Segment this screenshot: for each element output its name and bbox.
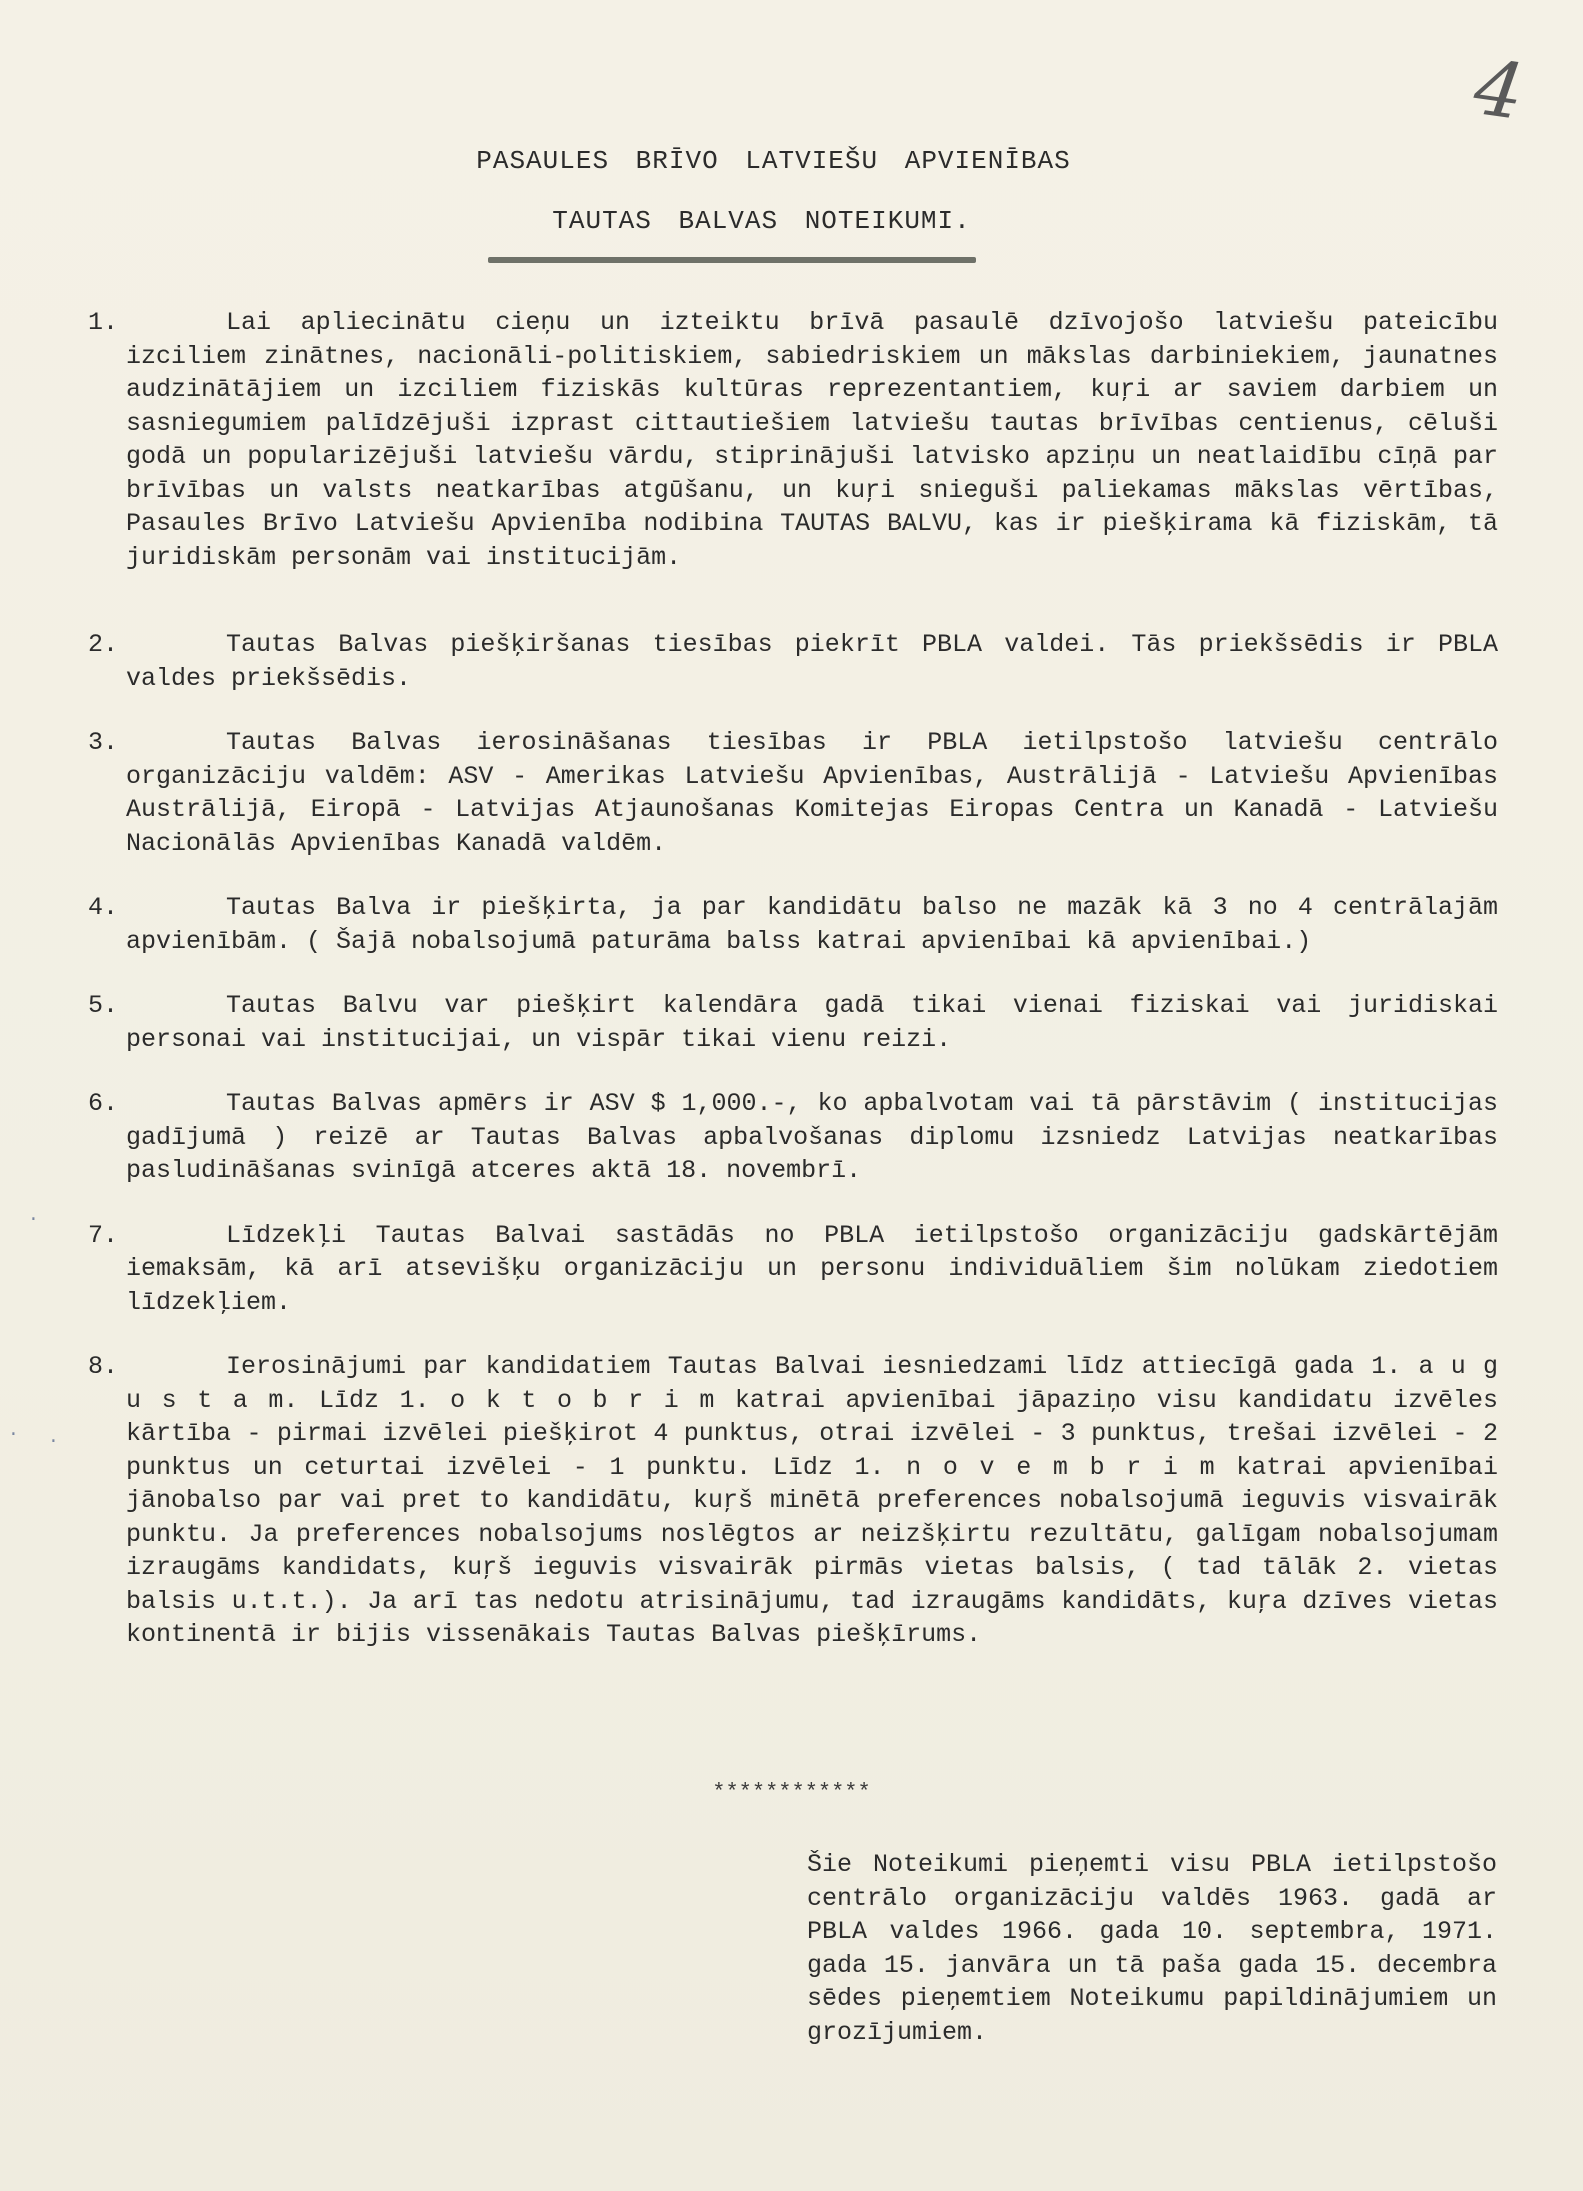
rule-text: Tautas Balvas apmērs ir ASV $ 1,000.-, ko apbalvotam vai tā pārstāvim ( institucijas gadījumā ) reizē ar Tautas Balvas apbalvošanas diplomu izsniedz Latvijas neatkarības pasludināšanas svinīgā atceres aktā 18. novembrī. — [126, 1089, 1498, 1185]
rule-item-8 — [88, 1350, 1498, 1652]
rule-number: 5. — [88, 991, 119, 1020]
rule-number: 2. — [88, 630, 119, 659]
rule-item-3 — [88, 726, 1498, 860]
rule-item-1 — [88, 306, 1498, 574]
rule-text: Tautas Balvu var piešķirt kalendāra gadā tikai vienai fiziskai vai juridiskai personai vai institucijai, un vispār tikai vienu reizi. — [126, 991, 1498, 1054]
rule-number: 6. — [88, 1089, 119, 1118]
rule-item-6 — [88, 1087, 1498, 1188]
rule-item-5 — [88, 989, 1498, 1056]
rule-text: Tautas Balva ir piešķirta, ja par kandidātu balso ne mazāk kā 3 no 4 centrālajām apvienībām. ( Šajā nobalsojumā paturāma balss katrai apvienībai kā apvienībai.) — [126, 893, 1498, 956]
rule-text: Ierosinājumi par kandidatiem Tautas Balvai iesniedzami līdz attiecīgā gada 1. a u g u s t a m. Līdz 1. o k t o b r i m katrai apvienībai jāpaziņo visu kandidatu izvēles kārtība - pirmai izvēlei piešķirot 4 punktus, otrai izvēlei - 3 punktus, trešai izvēlei - 2 punktus un ceturtai izvēlei - 1 punktu. Līdz 1. n o v e m b r i m katrai apvienībai jānobalso par vai pret to kandidātu, kuŗš minētā preferences nobalsojumā ieguvis visvairāk punktu. Ja preferences nobalsojums noslēgtos ar neizšķirtu rezultātu, galīgam nobalsojumam izraugāms kandidats, kuŗš ieguvis visvairāk pirmās vietas balsis, ( tad tālāk 2. vietas balsis u.t.t.). Ja arī tas nedotu atrisinājumu, tad izraugāms kandidāts, kuŗa dzīves vietas kontinentā ir bijis vissenākais Tautas Balvas piešķīrums. — [126, 1352, 1498, 1649]
adoption-note: Šie Noteikumi pieņemti visu PBLA ietilpstošo centrālo organizāciju valdēs 1963. gadā ar PBLA valdes 1966. gada 10. septembra, 1971. gada 15. janvāra un tā paša gada 15. decembra sēdes pieņemtiem Noteikumu papildinājumiem un grozījumiem. — [807, 1850, 1497, 2047]
paper-speck: · — [8, 1425, 19, 1445]
rules-list — [88, 306, 1498, 1683]
paper-speck: · — [48, 1432, 59, 1452]
document-title-line2: TAUTAS BALVAS NOTEIKUMI. — [552, 206, 971, 236]
title-underline — [488, 257, 976, 263]
handwritten-page-number: 4 — [1469, 42, 1530, 137]
rule-text: Tautas Balvas piešķiršanas tiesības piekrīt PBLA valdei. Tās priekšsēdis ir PBLA valdes priekšsēdis. — [126, 630, 1498, 693]
rule-item-7 — [88, 1219, 1498, 1320]
rule-text: Lai apliecinātu cieņu un izteiktu brīvā pasaulē dzīvojošo latviešu pateicību izciliem zinātnes, nacionāli-politiskiem, sabiedriskiem un mākslas darbiniekiem, jaunatnes audzinātājiem un izciliem fiziskās kultūras reprezentantiem, kuŗi ar saviem darbiem un sasniegumiem palīdzējuši izprast cittautiešiem latviešu tautas brīvības centienus, cēluši godā un popularizējuši latviešu vārdu, stiprinājuši latvisko apziņu un neatlaidību cīņā par brīvības un valsts neatkarības atgūšanu, un kuŗi snieguši paliekamas mākslas vērtības, Pasaules Brīvo Latviešu Apvienība nodibina TAUTAS BALVU, kas ir piešķirama kā fiziskām, tā juridiskām personām vai institucijām. — [126, 308, 1498, 572]
rule-number: 1. — [88, 308, 119, 337]
rule-item-2 — [88, 628, 1498, 695]
section-separator: ************ — [712, 1780, 871, 1805]
rule-item-4 — [88, 891, 1498, 958]
paper-speck: · — [28, 1210, 39, 1230]
rule-number: 8. — [88, 1352, 119, 1381]
document-title-line1: PASAULES BRĪVO LATVIEŠU APVIENĪBAS — [476, 146, 1071, 176]
rule-number: 4. — [88, 893, 119, 922]
rule-text: Līdzekļi Tautas Balvai sastādās no PBLA ietilpstošo organizāciju gadskārtējām iemaksām, kā arī atsevišķu organizāciju un personu individuāliem šim nolūkam ziedotiem līdzekļiem. — [126, 1220, 1498, 1317]
rule-text: Tautas Balvas ierosināšanas tiesības ir PBLA ietilpstošo latviešu centrālo organizāciju valdēm: ASV - Amerikas Latviešu Apvienības, Austrālijā - Latviešu Apvienības Austrālijā, Eiropā - Latvijas Atjaunošanas Komitejas Eiropas Centra un Kanadā - Latviešu Nacionālās Apvienības Kanadā valdēm. — [126, 728, 1498, 858]
rule-number: 7. — [88, 1220, 119, 1250]
rule-number: 3. — [88, 728, 119, 757]
